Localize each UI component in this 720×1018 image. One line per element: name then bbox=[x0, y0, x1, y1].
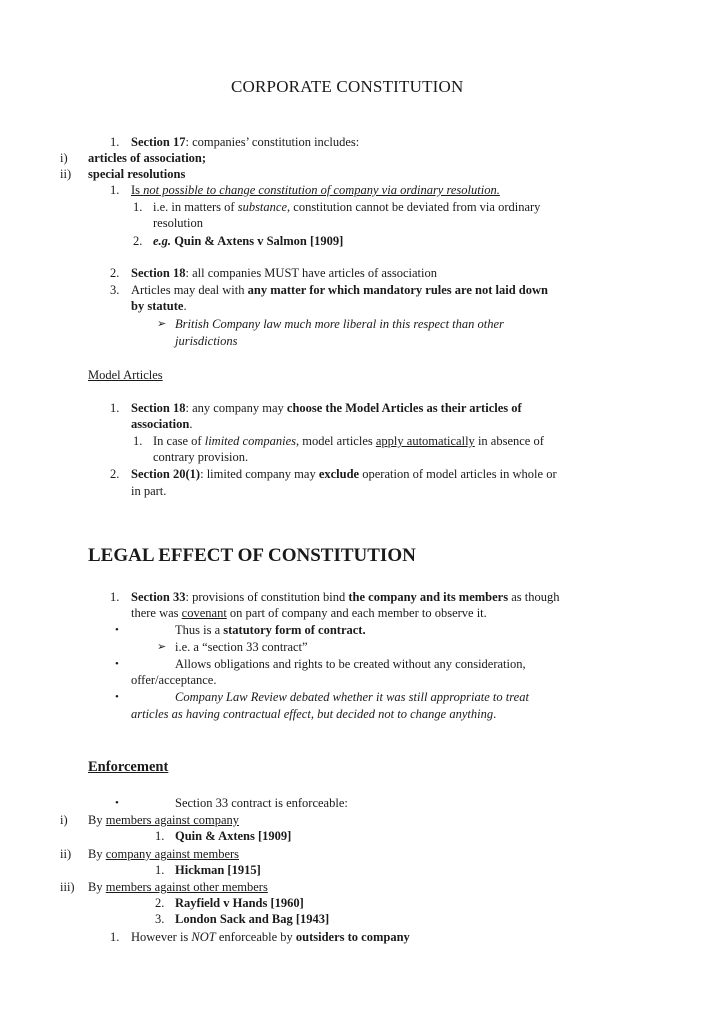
arrow-bullet-icon: ➢ bbox=[157, 641, 167, 653]
list-text-continuation: association. bbox=[131, 417, 193, 431]
section-heading: LEGAL EFFECT OF CONSTITUTION bbox=[88, 545, 416, 566]
list-text-continuation: jurisdictions bbox=[175, 334, 238, 348]
list-number: i) bbox=[60, 151, 68, 165]
list-number: 1. bbox=[110, 590, 120, 604]
list-text-continuation: there was covenant on part of company and each member to observe it. bbox=[131, 606, 487, 620]
case-name: Quin & Axtens [1909] bbox=[175, 829, 292, 843]
list-text-continuation: resolution bbox=[153, 216, 203, 230]
section-ref: Section 18 bbox=[131, 401, 186, 415]
list-number: 1. bbox=[110, 183, 120, 197]
list-number: 1. bbox=[133, 200, 143, 214]
section-ref: Section 18 bbox=[131, 266, 186, 280]
list-number: ii) bbox=[60, 167, 72, 181]
document-title: CORPORATE CONSTITUTION bbox=[231, 77, 464, 96]
section-heading: Enforcement bbox=[88, 759, 169, 775]
list-text-continuation: contrary provision. bbox=[153, 450, 249, 464]
case-name: Quin & Axtens v Salmon [1909] bbox=[171, 234, 344, 248]
document-page: CORPORATE CONSTITUTION 1. Section 17: companies’ constitution includes: i) articles of association; ii) special resolutions 1. Is not possible to change constitution of company via ordinary resolution. 1. i.e. in matters of substance, constitution cannot be deviated from via ordinary resolution 2. e.g. Quin & Axtens v Salmon [1909] 2. Section 18: all companies MUST have articles of association 3. Articles may deal with any matter for which mandatory rules are not laid down by statute. ➢ British Company law much more liberal in this respect than other jurisdictions Model Articles 1. Section 18: any company may choose the Model Articles as their articles of association. 1. In case of limited companies, model articles apply automatically in absence of contrary provision. 2. Section 20(1): limited company may exclude operation of model articles in whole or in part. LEGAL EFFECT OF CONSTITUTION 1. Section 33: provisions of constitution bind the company and its members as though there was covenant on part of company and each member to observe it. • Thus is a statutory form of contract. ➢ i.e. a “section 33 contract” • Allows obligations and rights to be created without any consideration, offer/acceptance. • Company Law Review debated whether it was still appropriate to treat articles as having contractual effect, but decided not to change anything. Enforcement • Section 33 contract is enforceable: i) By members against company 1. Quin & Axtens [1909] ii) By company against members 1. Hickman [1915] iii) By members against other members 2. Rayfield v Hands [1960] 3. London Sack and Bag [1943] 1. However is NOT enforceable by outsiders to company bbox=[60, 77, 560, 944]
list-text: articles of association; bbox=[88, 151, 207, 165]
section-heading: Model Articles bbox=[88, 368, 163, 382]
list-number: 3. bbox=[155, 912, 165, 926]
list-number: iii) bbox=[60, 880, 75, 894]
list-number: 3. bbox=[110, 283, 120, 297]
list-text: not possible to change constitution of company via ordinary resolution. bbox=[143, 183, 500, 197]
list-number: 2. bbox=[155, 896, 165, 910]
section-ref: Section 33 bbox=[131, 590, 186, 604]
list-number: 2. bbox=[110, 467, 120, 481]
list-number: 2. bbox=[133, 234, 143, 248]
section-ref: Section 17 bbox=[131, 135, 186, 149]
list-number: 1. bbox=[155, 863, 165, 877]
list-number: 1. bbox=[110, 135, 120, 149]
bullet-icon: • bbox=[115, 797, 119, 809]
list-number: 1. bbox=[155, 829, 165, 843]
list-number: 1. bbox=[110, 401, 120, 415]
list-number: ii) bbox=[60, 847, 72, 861]
list-text-continuation: in part. bbox=[131, 484, 167, 498]
list-number: 1. bbox=[110, 930, 120, 944]
list-text-continuation: by statute. bbox=[131, 299, 187, 313]
list-text: : companies’ constitution includes: bbox=[185, 135, 360, 149]
list-text-continuation: offer/acceptance. bbox=[131, 673, 217, 687]
case-name: Hickman [1915] bbox=[175, 863, 261, 877]
bullet-icon: • bbox=[115, 624, 119, 636]
section-ref: Section 20(1) bbox=[131, 467, 201, 481]
bullet-icon: • bbox=[115, 691, 119, 703]
case-name: London Sack and Bag [1943] bbox=[175, 912, 330, 926]
arrow-bullet-icon: ➢ bbox=[157, 318, 167, 330]
list-text-continuation: articles as having contractual effect, but decided not to change anything. bbox=[131, 707, 497, 721]
list-number: i) bbox=[60, 813, 68, 827]
bullet-icon: • bbox=[115, 658, 119, 670]
list-text: special resolutions bbox=[88, 167, 186, 181]
list-number: 1. bbox=[133, 434, 143, 448]
list-number: 2. bbox=[110, 266, 120, 280]
case-name: Rayfield v Hands [1960] bbox=[175, 896, 304, 910]
